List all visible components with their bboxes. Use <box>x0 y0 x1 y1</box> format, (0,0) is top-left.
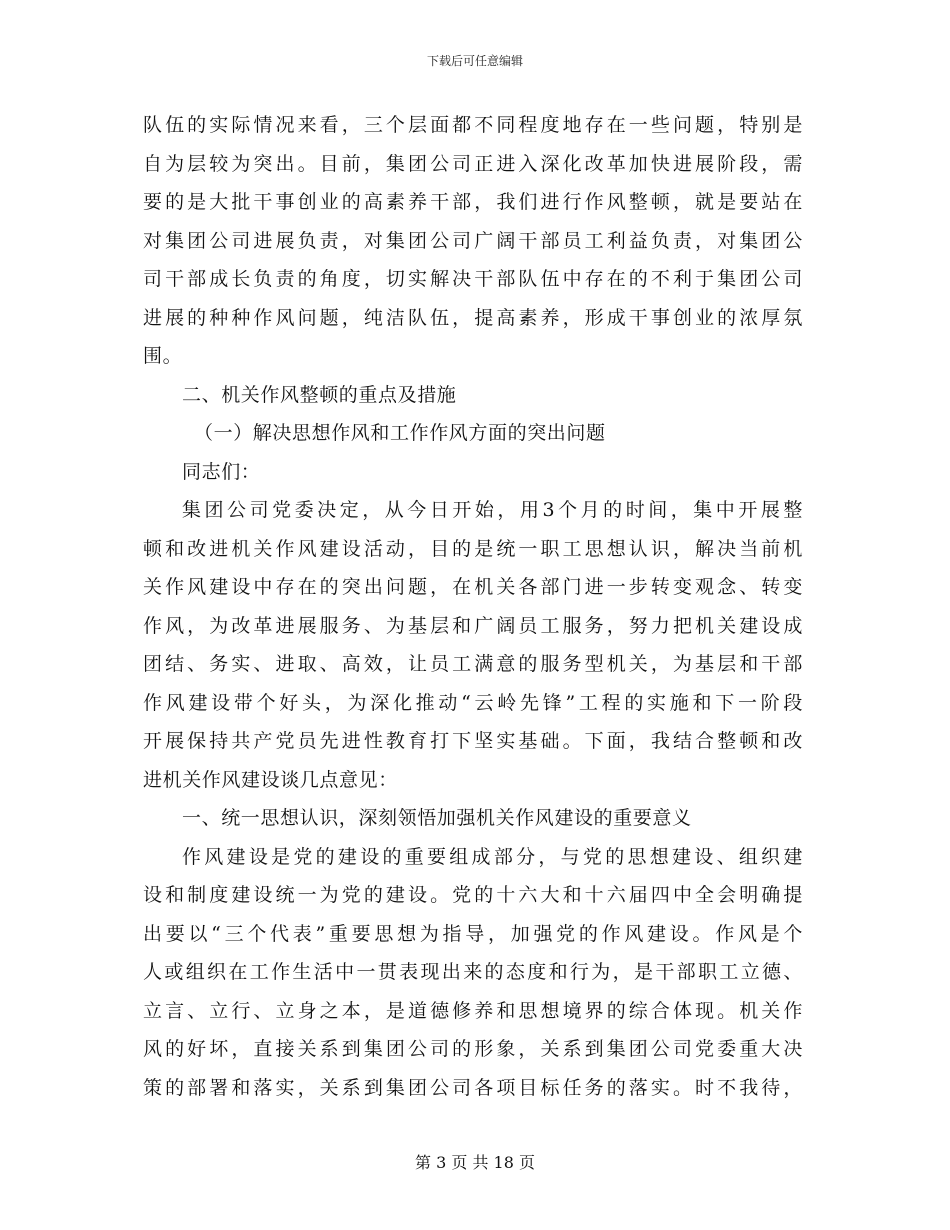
text-line: 风的好坏，直接关系到集团公司的形象，关系到集团公司党委重大决 <box>143 1038 803 1060</box>
text-line: 团结、务实、进取、高效，让员工满意的服务型机关，为基层和干部 <box>143 653 803 675</box>
page-number-footer: 第 3 页 共 18 页 <box>415 1153 535 1172</box>
text-line: 自为层较为突出。目前，集团公司正进入深化改革加快进展阶段，需 <box>143 152 803 175</box>
text-line: 策的部署和落实，关系到集团公司各项目标任务的落实。时不我待， <box>143 1076 803 1099</box>
section-heading: 一、统一思想认识，深刻领悟加强机关作风建设的重要意义 <box>182 807 692 829</box>
text-line: 立言、立行、立身之本，是道德修养和思想境界的综合体现。机关作 <box>143 999 803 1022</box>
text-line: 围。 <box>143 345 183 367</box>
text-line: 作风建设带个好头，为深化推动“云岭先锋”工程的实施和下一阶段 <box>143 691 803 714</box>
text-line: 进展的种种作风问题，纯洁队伍，提高素养，形成干事创业的浓厚氛 <box>143 306 803 329</box>
text-line: 出要以“三个代表”重要思想为指导，加强党的作风建设。作风是个 <box>143 922 803 945</box>
text-line: 集团公司党委决定，从今日开始，用3个月的时间，集中开展整 <box>182 499 803 521</box>
text-line: 设和制度建设统一为党的建设。党的十六大和十六届四中全会明确提 <box>143 884 803 906</box>
text-line: 顿和改进机关作风建设活动，目的是统一职工思想认识，解决当前机 <box>143 537 803 560</box>
text-line: 作风建设是党的建设的重要组成部分，与党的思想建设、组织建 <box>182 845 803 868</box>
text-line: 关作风建设中存在的突出问题，在机关各部门进一步转变观念、转变 <box>143 576 803 598</box>
text-line: 进机关作风建设谈几点意见： <box>143 768 398 791</box>
text-line: 队伍的实际情况来看，三个层面都不同程度地存在一些问题，特别是 <box>143 114 803 136</box>
section-heading: 二、机关作风整顿的重点及措施 <box>182 383 457 406</box>
salutation: 同志们： <box>182 460 261 483</box>
subsection-heading: （一）解决思想作风和工作作风方面的突出问题 <box>194 422 606 444</box>
text-line: 司干部成长负责的角度，切实解决干部队伍中存在的不利于集团公司 <box>143 268 803 290</box>
text-line: 开展保持共产党员先进性教育打下坚实基础。下面，我结合整顿和改 <box>143 730 803 752</box>
page-header: 下载后可任意编辑 <box>426 54 523 68</box>
text-line: 作风，为改革进展服务、为基层和广阔员工服务，努力把机关建设成 <box>143 614 803 637</box>
text-line: 对集团公司进展负责，对集团公司广阔干部员工利益负责，对集团公 <box>143 229 803 252</box>
text-line: 人或组织在工作生活中一贯表现出来的态度和行为，是干部职工立德、 <box>143 961 803 983</box>
text-line: 要的是大批干事创业的高素养干部，我们进行作风整顿，就是要站在 <box>143 191 803 213</box>
document-body <box>143 106 803 1107</box>
